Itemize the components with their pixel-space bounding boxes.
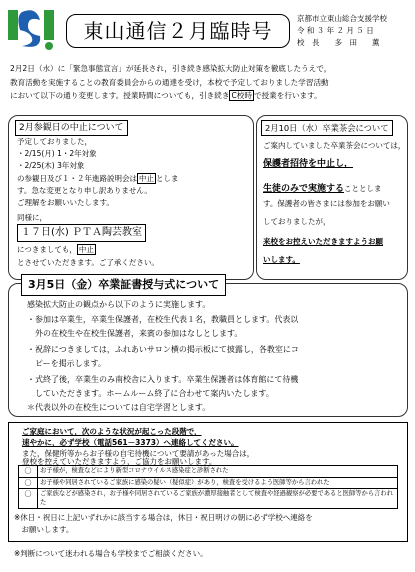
issue-date: 令 和 ３ 年 ２ 月 ５ 日 bbox=[297, 26, 374, 35]
ceremony-bullet: ・祝辞につきましては，ふれあいサロン横の掲示板にて披露し，各教室にコ bbox=[27, 345, 299, 354]
newsletter-title: 東山通信２月臨時号 bbox=[66, 14, 290, 48]
notice-line: 登校を控えていただきますよう，ご協力をお願いします。 bbox=[22, 457, 217, 466]
footer-note: ※休日・祝日に上記いずれかに該当する場合は，休日・祝日明けの朝に必ず学校へ連絡を bbox=[14, 513, 313, 522]
ceremony-bullet: していただきます。ホームルーム終了に合わせて案内いたします。 bbox=[27, 389, 274, 398]
right-emphasis: いします。 bbox=[263, 255, 300, 264]
left-text: につきましても， 中止 bbox=[17, 245, 94, 254]
pta-event-box: １７日(水) ＰＴＡ陶芸教室 bbox=[17, 224, 146, 242]
intro-line: において以下の通り変更します。授業時間についても，引き続き C校時 で授業を行います。 bbox=[10, 91, 322, 100]
ceremony-bullet: ・式終了後，卒業生のみ南校舎に入ります。卒業生保護者は体育館にて待機 bbox=[27, 375, 299, 384]
left-text: とさせていただきます。ご了承ください。 bbox=[17, 258, 159, 267]
circle-mark: 〇 bbox=[19, 466, 38, 478]
notice-line: ご家庭において，次のような状況が起こった段階で， bbox=[22, 427, 202, 436]
period-box: C校時 bbox=[231, 91, 252, 100]
condition-text: ご家族などが感染され，お子様や同居されているご家族が濃厚接触者として検査や経過観察が必要であると医師等から言われた bbox=[38, 489, 398, 509]
right-emphasis: 来校をお控えいただきますようお願 bbox=[263, 237, 383, 246]
notice-line: また，保健所等からお子様の自宅待機について要請があった場合は， bbox=[22, 449, 255, 458]
left-text: 予定しておりました， bbox=[17, 137, 92, 146]
intro-paragraph bbox=[10, 62, 408, 103]
ceremony-title: 3月5日（金）卒業証書授与式について bbox=[21, 274, 226, 296]
condition-table bbox=[18, 465, 398, 509]
ceremony-bullet: ピーを掲示します。 bbox=[27, 359, 107, 368]
visit-day-title: 2月参観日の中止について bbox=[15, 120, 128, 136]
school-name: 京都市立東山総合支援学校 bbox=[297, 14, 387, 23]
tea-party-panel bbox=[256, 115, 408, 280]
left-text: す。急な変更となり申し訳ありません。 bbox=[17, 186, 152, 195]
left-text: ご理解をお願いいたします。 bbox=[17, 198, 114, 207]
footer-note: お願いします。 bbox=[14, 525, 74, 534]
ceremony-bullet: ・参加は卒業生，卒業生保護者，在校生代表１名，教職員とします。代表以 bbox=[27, 315, 299, 324]
right-text: しておりましたが， bbox=[263, 217, 331, 226]
ceremony-note: ＊代表以外の在校生については自宅学習とします。 bbox=[27, 403, 211, 412]
footer-note: ※判断について迷われる場合も学校までご相談ください。 bbox=[14, 549, 208, 558]
tea-party-title: 2月10日（水）卒業茶会について bbox=[261, 120, 393, 136]
notice-line: 速やかに，必ず学校（電話561－3373）へ連絡してください。 bbox=[22, 438, 239, 447]
circle-mark: 〇 bbox=[19, 489, 38, 509]
ceremony-bullet: 外の在校生や在校生保護者，来賓の参加はなしとします。 bbox=[27, 329, 243, 338]
right-text: ご案内していました卒業茶会については， bbox=[263, 141, 406, 150]
visit-day-panel bbox=[8, 115, 254, 280]
left-text: ・2/25(木) 3年対象 bbox=[17, 161, 85, 170]
condition-text: お子様や同居されているご家族に感染の疑い（疑似症）があり，検査を受けるよう医師等から言われた bbox=[38, 477, 398, 489]
ceremony-text: 感染拡大防止の観点から以下のように実施します。 bbox=[27, 300, 211, 309]
condition-text: お子様が，検査などにより新型コロナウイルス感染症と診断された bbox=[38, 466, 398, 478]
ceremony-panel bbox=[8, 278, 408, 417]
intro-line: 教育活動を実施することの教育委員会からの通達を受け，本校で予定しておりました学習活動 bbox=[10, 77, 329, 87]
circle-mark: 〇 bbox=[19, 477, 38, 489]
right-text: 生徒のみで実施することとしま bbox=[263, 184, 382, 194]
cancel-box: 中止 bbox=[78, 245, 94, 254]
principal-name: 校 長 多 田 薫 bbox=[297, 38, 380, 47]
intro-line: 2月2日（水）に「緊急事態宣言」が延長され，引き続き感染拡大防止対策を徹底したうえで， bbox=[10, 64, 332, 73]
table-row bbox=[19, 466, 398, 478]
table-row bbox=[19, 477, 398, 489]
school-logo bbox=[6, 6, 58, 52]
right-emphasis: 保護者招待を中止し， bbox=[263, 159, 354, 169]
cancel-box: 中止 bbox=[139, 174, 154, 183]
table-row bbox=[19, 489, 398, 509]
left-text: の参観日及び１・２年進路説明会は 中止 としま bbox=[17, 174, 179, 183]
left-text: 同様に， bbox=[17, 213, 47, 222]
left-text: ・2/15(月) 1・2年対象 bbox=[17, 149, 97, 158]
right-text: す。保護者の皆さまには参加をお願い bbox=[263, 199, 390, 208]
